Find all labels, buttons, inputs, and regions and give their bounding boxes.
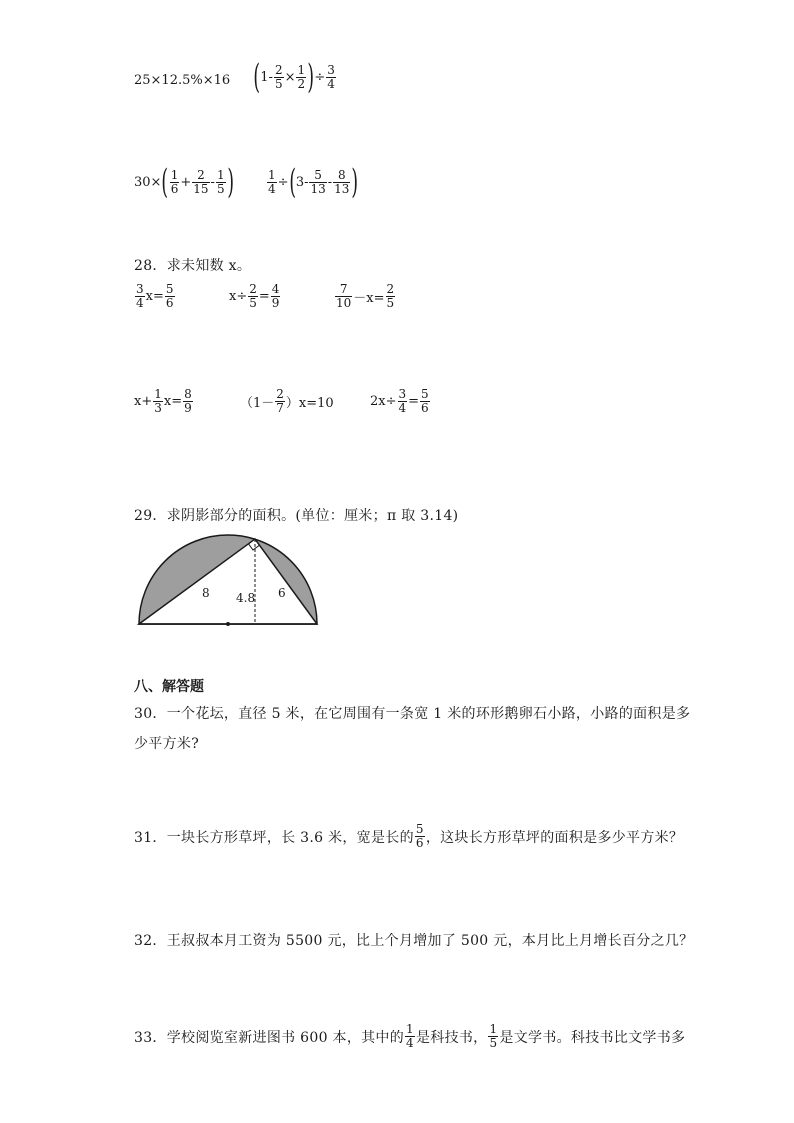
- equation-text: 2x÷: [370, 394, 397, 409]
- equation-28b: [229, 283, 281, 310]
- equation-28e: [240, 388, 334, 415]
- q32: 32．王叔叔本月工资为 5500 元，比上个月增加了 500 元，本月比上月增长百分之几？: [134, 933, 694, 949]
- expr-2: [253, 57, 337, 97]
- fraction: $\frac{2}{15}$: [193, 167, 209, 196]
- label-right-side: 6: [278, 586, 286, 600]
- fraction: $\frac{7}{10}$: [336, 282, 352, 310]
- operator: -: [327, 174, 333, 190]
- q31-text: 31．一块长方形草坪，长 3.6 米，宽是长的: [134, 829, 414, 846]
- fraction: $\frac{8}{9}$: [184, 387, 192, 415]
- semicircle-figure: [130, 530, 330, 632]
- paren-left: (: [253, 57, 260, 97]
- fraction: $\frac{1}{5}$: [489, 1022, 498, 1050]
- paren-right: ): [351, 162, 359, 202]
- fraction: $\frac{4}{9}$: [271, 282, 280, 310]
- fraction: $\frac{3}{4}$: [398, 387, 407, 415]
- expr-4: [266, 162, 359, 202]
- expr-3-lead: 30×: [134, 174, 162, 190]
- expr-2-lead: 1-: [260, 69, 273, 85]
- fraction: $\frac{5}{6}$: [165, 282, 174, 310]
- equation-28c: [334, 283, 396, 310]
- q31: [134, 823, 683, 850]
- equation-text: x÷: [229, 289, 248, 304]
- operator: -: [210, 174, 215, 190]
- q33-text: 是科技书，: [415, 1029, 488, 1046]
- q30-line-1: 30．一个花坛，直径 5 米，在它周围有一条宽 1 米的环形鹅卵石小路，小路的面积是多: [134, 706, 691, 722]
- fraction: $\frac{5}{6}$: [421, 387, 429, 415]
- section-title: 八、解答题: [134, 679, 204, 695]
- equation-28f: [370, 388, 431, 415]
- fraction: $\frac{2}{5}$: [386, 282, 395, 310]
- label-left-side: 8: [202, 586, 210, 600]
- operator: ÷: [314, 69, 326, 85]
- equation-text: －x=: [353, 291, 385, 306]
- paren-left: (: [288, 162, 296, 202]
- equation-text: =: [408, 394, 420, 409]
- q30-line-2: 少平方米?: [134, 736, 200, 752]
- equation-text: （1－: [240, 396, 275, 411]
- fraction: $\frac{1}{3}$: [154, 387, 162, 415]
- expr-1: 25×12.5%×16: [134, 73, 231, 88]
- equation-text: x=: [163, 394, 183, 409]
- paren-right: ): [226, 162, 234, 202]
- label-height: 4.8: [236, 591, 256, 605]
- q33-text: 33．学校阅览室新进图书 600 本，其中的: [134, 1029, 405, 1046]
- operator: +: [180, 174, 192, 190]
- operator: ÷: [277, 174, 289, 190]
- expr-3: [134, 162, 234, 202]
- equation-28d: [134, 388, 194, 415]
- q29-title: 29．求阴影部分的面积。(单位：厘米；π 取 3.14): [134, 508, 459, 524]
- equation-text: ）x=10: [285, 396, 334, 411]
- equation-28a: [134, 283, 176, 310]
- q33: [134, 1023, 685, 1050]
- paren-right: ): [307, 57, 315, 97]
- center-point: [226, 622, 230, 626]
- q33-text: 是文学书。科技书比文学书多: [499, 1029, 686, 1046]
- fraction: $\frac{2}{5}$: [274, 62, 283, 91]
- expr-4-lead: 3-: [295, 174, 309, 190]
- operator: ×: [284, 69, 296, 85]
- fraction: $\frac{5}{6}$: [415, 822, 424, 850]
- fraction: $\frac{3}{4}$: [327, 62, 335, 91]
- fraction: $\frac{3}{4}$: [136, 282, 144, 310]
- equation-text: =: [258, 289, 270, 304]
- q28-title: 28．求未知数 x。: [134, 258, 252, 274]
- fraction: $\frac{2}{7}$: [276, 387, 284, 415]
- fraction: $\frac{2}{5}$: [249, 282, 257, 310]
- fraction: $\frac{8}{13}$: [334, 167, 350, 196]
- fraction: $\frac{1}{4}$: [406, 1022, 414, 1050]
- fraction: $\frac{5}{13}$: [310, 167, 326, 196]
- equation-text: x=: [145, 289, 164, 304]
- equation-text: x+: [134, 394, 153, 409]
- fraction: $\frac{1}{4}$: [268, 167, 276, 196]
- q31-text: ，这块长方形草坪的面积是多少平方米？: [425, 829, 684, 846]
- fraction: $\frac{1}{6}$: [170, 167, 179, 196]
- fraction: $\frac{1}{5}$: [216, 167, 225, 196]
- fraction: $\frac{1}{2}$: [297, 62, 306, 91]
- paren-left: (: [161, 162, 169, 202]
